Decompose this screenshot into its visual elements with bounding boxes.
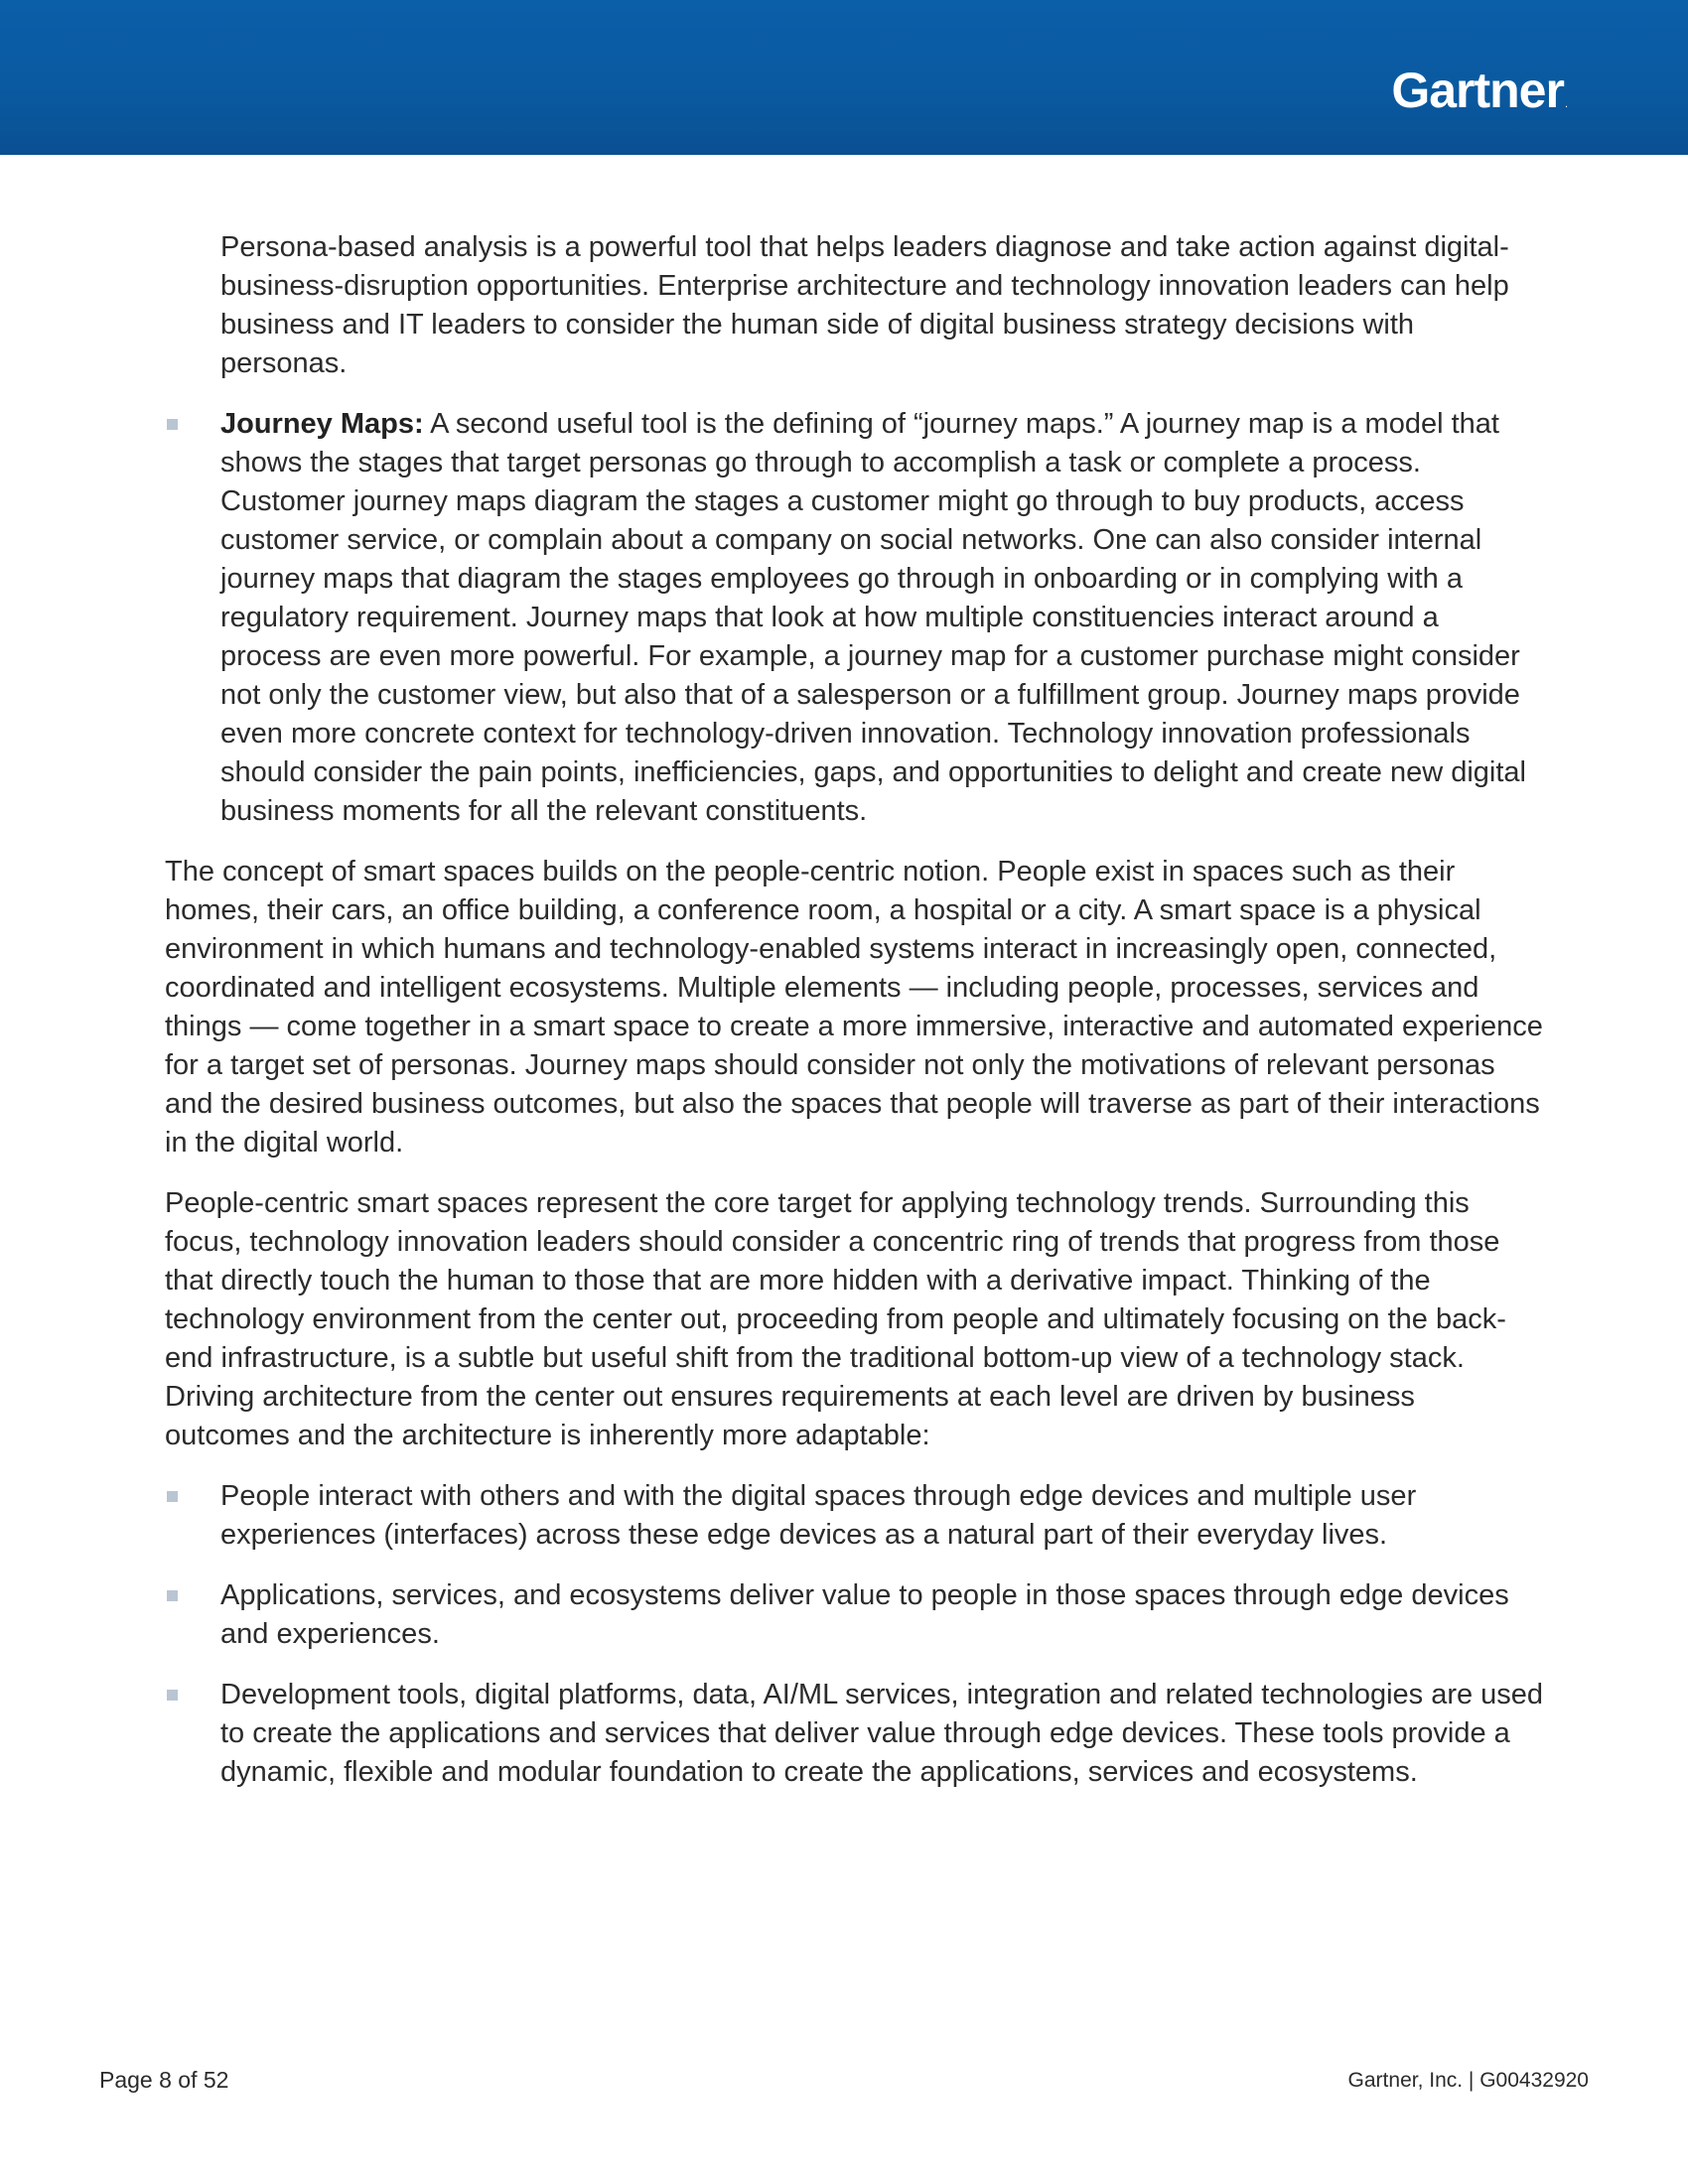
journey-maps-text: A second useful tool is the defining of “journey maps.” A journey map is a model that shows the stages that target personas go through to accomplish a task or complete a process. Customer journey maps diagram the stages a customer might go through to buy products, access customer service, or complain about a company on social networks. One can also consider internal journey maps that diagram the stages employees go through in onboarding or in complying with a regulatory requirement. Journey maps that look at how multiple constituencies interact around a process are even more powerful. For example, a journey map for a customer purchase might consider not only the customer view, but also that of a salesperson or a fulfillment group. Journey maps provide even more concrete context for technology-driven innovation. Technology innovation professionals should consider the pain points, inefficiencies, gaps, and opportunities to delight and create new digital business moments for all the relevant constituents. [220, 408, 1526, 827]
journey-maps-label: Journey Maps: [220, 408, 424, 440]
list-item-text: People interact with others and with the digital spaces through edge devices and multiple user experiences (interfaces) across these edge devices as a natural part of their everyday lives. [220, 1480, 1417, 1551]
bullet-square-icon [167, 419, 178, 430]
bullet-square-icon [167, 1491, 178, 1502]
smart-spaces-paragraph: The concept of smart spaces builds on the people-centric notion. People exist in spaces such as their homes, their cars, an office building, a conference room, a hospital or a city. A smart space is a physical environment in which humans and technology-enabled systems interact in increasingly open, connected, coordinated and intelligent ecosystems. Multiple elements — including people, processes, services and things — come together in a smart space to create a more immersive, interactive and automated experience for a target set of personas. Journey maps should consider not only the motivations of relevant personas and the desired business outcomes, but also the spaces that people will traverse as part of their interactions in the digital world. [165, 856, 1543, 1159]
list-item [165, 1676, 1545, 1792]
header-band [0, 0, 1688, 155]
intro-paragraph: Persona-based analysis is a powerful tool that helps leaders diagnose and take action against digital-business-disruption opportunities. Enterprise architecture and technology innovation leaders can help business and IT leaders to consider the human side of digital business strategy decisions with personas. [220, 231, 1509, 379]
page-number: Page 8 of 52 [99, 2067, 229, 2093]
gartner-logo[interactable] [1391, 63, 1567, 118]
bullet-square-icon [167, 1590, 178, 1601]
logo-text: Gartner [1391, 63, 1564, 118]
list-item-text: Development tools, digital platforms, data, AI/ML services, integration and related technologies are used to create the applications and services that deliver value through edge devices. These tools provide a dynamic, flexible and modular foundation to create the applications, services and ecosystems. [220, 1679, 1544, 1788]
people-centric-paragraph: People-centric smart spaces represent the core target for applying technology trends. Surrounding this focus, technology innovation leaders should consider a concentric ring of trends that progress from those that directly touch the human to those that are more hidden with a derivative impact. Thinking of the technology environment from the center out, proceeding from people and ultimately focusing on the back-end infrastructure, is a subtle but useful shift from the traditional bottom-up view of a technology stack. Driving architecture from the center out ensures requirements at each level are driven by business outcomes and the architecture is inherently more adaptable: [165, 1187, 1506, 1451]
document-id: Gartner, Inc. | G00432920 [1347, 2069, 1589, 2092]
list-item [165, 1576, 1545, 1654]
document-body [165, 228, 1545, 1792]
list-item-text: Applications, services, and ecosystems deliver value to people in those spaces through edge devices and experiences. [220, 1579, 1509, 1650]
list-item-journey-maps [165, 405, 1545, 831]
bullet-square-icon [167, 1690, 178, 1701]
logo-mark: . [1564, 98, 1567, 110]
list-item [165, 1477, 1545, 1555]
